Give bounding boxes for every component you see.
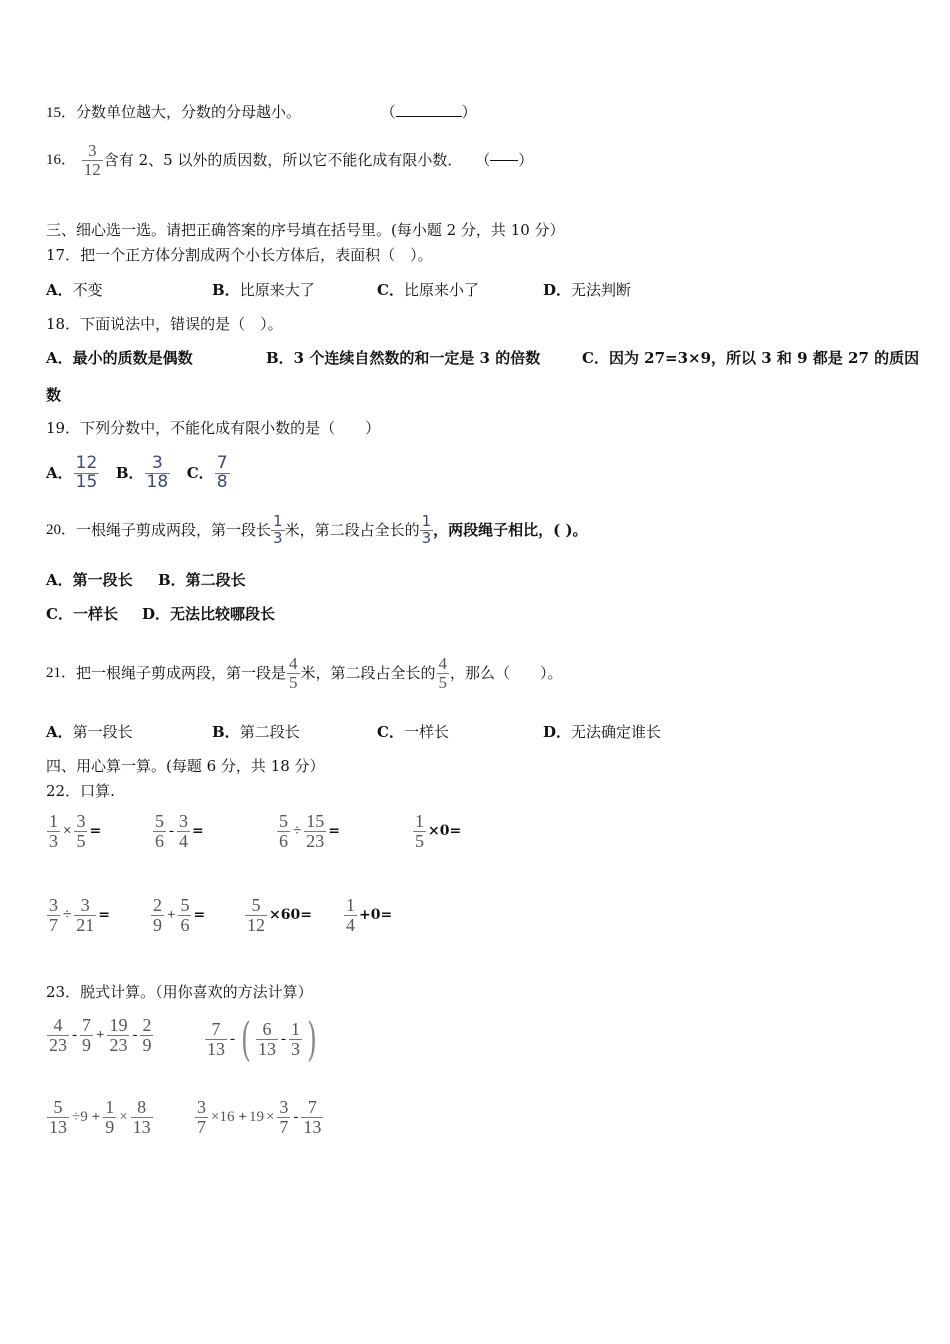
- fraction: $\frac{6}{13}$: [257, 1018, 276, 1059]
- fraction: $\frac{7}{8}$: [216, 452, 228, 492]
- question-19-options: [46, 448, 231, 497]
- fraction: $\frac{4}{5}$: [289, 653, 298, 692]
- calc-expression-3: $\frac{5}{13}$ ÷9 + $\frac{1}{9}$ × $\frac{8}{13}$: [49, 1097, 151, 1137]
- fraction: $\frac{7}{13}$: [207, 1018, 225, 1059]
- fraction: $\frac{3}{12}$: [83, 140, 101, 179]
- question-20-option-b[interactable]: B．第二段长: [158, 571, 246, 589]
- answer-blank[interactable]: [396, 116, 462, 117]
- question-19-option-b[interactable]: B． $\frac{3}{18}$: [115, 452, 169, 492]
- paren-close: ）: [518, 151, 534, 169]
- question-17-option-b[interactable]: B．比原来大了: [212, 281, 315, 299]
- fraction: $\frac{7}{9}$: [82, 1015, 91, 1055]
- fraction: $\frac{2}{9}$: [142, 1015, 152, 1055]
- question-17-stem: 17．把一个正方体分割成两个小长方体后，表面积（ ）。: [46, 246, 433, 264]
- paren-close: ）: [461, 103, 477, 121]
- paren-open: （: [475, 151, 491, 169]
- right-paren-icon: ): [306, 1012, 317, 1066]
- question-18-option-b[interactable]: B．3 个连续自然数的和一定是 3 的倍数: [266, 349, 541, 367]
- fraction: $\frac{12}{15}$: [75, 452, 98, 492]
- fraction: $\frac{15}{23}$: [306, 811, 325, 851]
- fraction: $\frac{5}{6}$: [279, 811, 288, 851]
- question-23-stem: 23．脱式计算。（用你喜欢的方法计算）: [46, 983, 313, 1001]
- question-15: [46, 102, 477, 123]
- question-number: 15．: [46, 105, 77, 121]
- question-20-option-d[interactable]: D．无法比较哪段长: [142, 605, 276, 623]
- fraction: $\frac{3}{5}$: [76, 811, 86, 851]
- question-21-option-c[interactable]: C．一样长: [377, 723, 449, 741]
- oral-calc-item: $\frac{5}{6}$ ÷ $\frac{15}{23}$ =: [279, 811, 340, 851]
- question-21-option-b[interactable]: B．第二段长: [212, 723, 300, 741]
- question-number: 20．: [46, 522, 77, 538]
- question-number: 21．: [46, 665, 77, 681]
- question-17-option-a[interactable]: A．不变: [46, 281, 103, 299]
- question-16: [46, 136, 533, 183]
- question-20-option-a[interactable]: A．第一段长: [46, 571, 133, 589]
- question-21-stem: 21．把一根绳子剪成两段，第一段是 $\frac{4}{5}$ 米，第二段占全长的 $\frac{4}{5}$ ，那么（ ）。: [46, 653, 563, 692]
- fraction: $\frac{1}{3}$: [49, 811, 58, 851]
- fraction: $\frac{7}{13}$: [303, 1097, 322, 1137]
- question-18-stem: 18．下面说法中，错误的是（ ）。: [46, 315, 283, 333]
- fraction: $\frac{1}{9}$: [105, 1097, 115, 1137]
- question-21-option-d[interactable]: D．无法确定谁长: [543, 723, 662, 741]
- question-20-stem: 20．一根绳子剪成两段，第一段长 $\frac{1}{3}$ 米，第二段占全长的 $\frac{1}{3}$ ，两段绳子相比，( )。: [46, 511, 588, 547]
- fraction: $\frac{3}{21}$: [76, 895, 95, 935]
- question-21-option-a[interactable]: A．第一段长: [46, 723, 133, 741]
- fraction: $\frac{19}{23}$: [109, 1015, 128, 1055]
- question-19-option-a[interactable]: A． $\frac{12}{15}$: [46, 452, 98, 492]
- section-4-title: 四、用心算一算。(每题 6 分，共 18 分）: [46, 757, 325, 775]
- oral-calc-item: $\frac{1}{3}$ × $\frac{3}{5}$ =: [49, 811, 102, 851]
- fraction: $\frac{5}{13}$: [49, 1097, 67, 1137]
- question-17-option-c[interactable]: C．比原来小了: [377, 281, 479, 299]
- answer-blank[interactable]: [490, 160, 518, 161]
- question-text: 分数单位越大，分数的分母越小。: [76, 103, 302, 121]
- oral-calc-item: $\frac{5}{12}$ ×60=: [247, 895, 312, 935]
- oral-calc-item: $\frac{3}{7}$ ÷ $\frac{3}{21}$ =: [49, 895, 110, 935]
- oral-calc-item: $\frac{1}{4}$ +0=: [346, 895, 393, 935]
- calc-expression-2: $\frac{7}{13}$ - ( $\frac{6}{13}$ - $\frac{1}{3}$ ): [207, 1012, 317, 1066]
- question-17-option-d[interactable]: D．无法判断: [543, 281, 632, 299]
- question-22-stem: 22．口算.: [46, 782, 115, 800]
- fraction: $\frac{2}{9}$: [153, 895, 162, 935]
- question-text: 含有 2、5 以外的质因数，所以它不能化成有限小数．: [103, 151, 463, 169]
- section-3-title: 三、细心选一选。请把正确答案的序号填在括号里。(每小题 2 分，共 10 分）: [46, 221, 565, 239]
- fraction: $\frac{1}{5}$: [415, 811, 424, 851]
- question-18-option-c[interactable]: C．因为 27=3×9，所以 3 和 9 都是 27 的质因: [582, 349, 920, 367]
- oral-calc-item: $\frac{1}{5}$ ×0=: [415, 811, 462, 851]
- question-19-option-c[interactable]: C． $\frac{7}{8}$: [186, 452, 228, 492]
- question-20-option-c[interactable]: C．一样长: [46, 605, 118, 623]
- fraction: $\frac{8}{13}$: [132, 1097, 151, 1137]
- oral-calc-item: $\frac{2}{9}$ + $\frac{5}{6}$ =: [153, 895, 206, 935]
- calc-expression-4: $\frac{3}{7}$ ×16 + 19 × $\frac{3}{7}$ - $\frac{7}{13}$: [197, 1097, 322, 1137]
- oral-calc-item: $\frac{5}{6}$ - $\frac{3}{4}$ =: [155, 811, 204, 851]
- fraction: $\frac{3}{4}$: [179, 811, 188, 851]
- paren-open: （: [380, 103, 396, 121]
- fraction: $\frac{3}{18}$: [146, 452, 169, 492]
- fraction: $\frac{1}{3}$: [273, 511, 283, 547]
- fraction: $\frac{1}{4}$: [346, 895, 355, 935]
- fraction: $\frac{5}{12}$: [247, 895, 265, 935]
- fraction: $\frac{3}{7}$: [279, 1097, 289, 1137]
- fraction: $\frac{3}{7}$: [49, 895, 58, 935]
- fraction: $\frac{5}{6}$: [155, 811, 164, 851]
- question-number: 16．: [46, 152, 77, 168]
- question-18-option-c-continued: 数: [46, 386, 62, 404]
- fraction: $\frac{1}{3}$: [421, 511, 432, 547]
- left-paren-icon: (: [241, 1012, 251, 1066]
- calc-expression-1: $\frac{4}{23}$ - $\frac{7}{9}$ + $\frac{19}{23}$ - $\frac{2}{9}$: [49, 1015, 152, 1055]
- fraction: $\frac{3}{7}$: [197, 1097, 206, 1137]
- question-19-stem: 19．下列分数中，不能化成有限小数的是（ ）: [46, 419, 381, 437]
- fraction: $\frac{4}{5}$: [438, 653, 448, 692]
- fraction: $\frac{1}{3}$: [290, 1018, 300, 1059]
- fraction: $\frac{5}{6}$: [180, 895, 190, 935]
- fraction: $\frac{4}{23}$: [49, 1015, 67, 1055]
- question-18-option-a[interactable]: A．最小的质数是偶数: [46, 349, 193, 367]
